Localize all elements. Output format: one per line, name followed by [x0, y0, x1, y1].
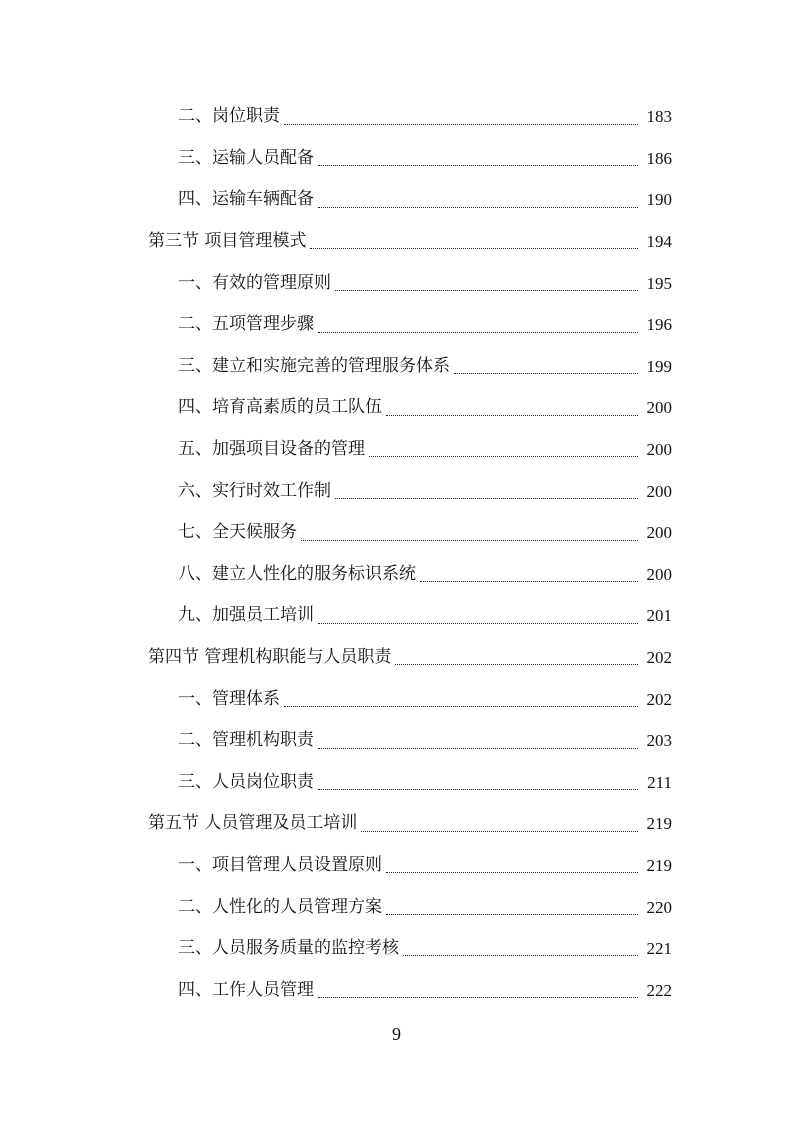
toc-entry[interactable] — [0, 969, 793, 1011]
toc-entry-label: 七、全天候服务 — [178, 522, 297, 543]
toc-entry[interactable] — [0, 429, 793, 471]
toc-entry-label: 一、项目管理人员设置原则 — [178, 854, 382, 875]
toc-entry-page: 186 — [646, 148, 672, 168]
toc-entry-page: 200 — [646, 564, 672, 584]
toc-entry-label: 二、五项管理步骤 — [178, 314, 314, 335]
toc-entry-page: 219 — [646, 855, 672, 875]
toc-entry-page: 200 — [646, 523, 672, 543]
toc-entry[interactable] — [0, 762, 793, 804]
leader-dots — [361, 830, 638, 832]
toc-entry[interactable] — [0, 595, 793, 637]
toc-entry-label: 第四节 管理机构职能与人员职责 — [148, 647, 392, 668]
leader-dots — [403, 954, 638, 956]
toc-entry-page: 200 — [646, 398, 672, 418]
leader-dots — [318, 206, 638, 208]
leader-dots — [318, 622, 638, 624]
toc-entry-page: 194 — [646, 232, 672, 252]
toc-entry-page: 203 — [646, 731, 672, 751]
toc-entry[interactable] — [0, 96, 793, 138]
leader-dots — [386, 913, 638, 915]
toc-entry-label: 第三节 项目管理模式 — [148, 231, 307, 252]
leader-dots — [310, 247, 638, 249]
toc-section-entry[interactable] — [0, 637, 793, 679]
leader-dots — [284, 705, 638, 707]
leader-dots — [318, 331, 638, 333]
leader-dots — [454, 372, 638, 374]
leader-dots — [318, 788, 638, 790]
toc-entry[interactable] — [0, 346, 793, 388]
toc-entry-page: 219 — [646, 814, 672, 834]
toc-entry-page: 195 — [646, 273, 672, 293]
toc-entry-page: 220 — [646, 897, 672, 917]
toc-entry-label: 三、运输人员配备 — [178, 147, 314, 168]
toc-entry[interactable] — [0, 886, 793, 928]
toc-entry-page: 190 — [646, 190, 672, 210]
table-of-contents — [0, 96, 793, 1011]
toc-entry-page: 196 — [646, 315, 672, 335]
leader-dots — [335, 289, 638, 291]
toc-entry[interactable] — [0, 179, 793, 221]
toc-entry-label: 三、人员服务质量的监控考核 — [178, 938, 399, 959]
leader-dots — [284, 123, 638, 125]
toc-entry-page: 200 — [646, 440, 672, 460]
toc-entry-label: 四、培育高素质的员工队伍 — [178, 397, 382, 418]
toc-entry-label: 一、管理体系 — [178, 688, 280, 709]
page-number: 9 — [392, 1024, 401, 1044]
toc-entry-label: 九、加强员工培训 — [178, 605, 314, 626]
toc-entry[interactable] — [0, 304, 793, 346]
leader-dots — [318, 996, 638, 998]
toc-entry-page: 202 — [646, 689, 672, 709]
toc-entry[interactable] — [0, 387, 793, 429]
toc-entry-label: 第五节 人员管理及员工培训 — [148, 813, 358, 834]
leader-dots — [420, 580, 638, 582]
toc-entry-label: 二、管理机构职责 — [178, 730, 314, 751]
toc-entry-label: 四、工作人员管理 — [178, 979, 314, 1000]
toc-entry-page: 183 — [646, 107, 672, 127]
toc-entry[interactable] — [0, 512, 793, 554]
toc-entry-label: 二、人性化的人员管理方案 — [178, 896, 382, 917]
toc-entry-page: 200 — [646, 481, 672, 501]
leader-dots — [335, 497, 638, 499]
toc-entry[interactable] — [0, 262, 793, 304]
leader-dots — [395, 663, 638, 665]
toc-entry-label: 一、有效的管理原则 — [178, 272, 331, 293]
leader-dots — [386, 414, 638, 416]
toc-entry-label: 三、人员岗位职责 — [178, 771, 314, 792]
leader-dots — [369, 455, 638, 457]
leader-dots — [386, 871, 638, 873]
toc-entry-page: 202 — [646, 648, 672, 668]
toc-entry-page: 201 — [646, 606, 672, 626]
leader-dots — [318, 747, 638, 749]
toc-entry-label: 四、运输车辆配备 — [178, 189, 314, 210]
toc-entry-label: 五、加强项目设备的管理 — [178, 439, 365, 460]
toc-entry[interactable] — [0, 928, 793, 970]
toc-section-entry[interactable] — [0, 803, 793, 845]
toc-entry[interactable] — [0, 470, 793, 512]
leader-dots — [301, 539, 638, 541]
leader-dots — [318, 164, 638, 166]
toc-section-entry[interactable] — [0, 221, 793, 263]
toc-entry-page: 221 — [646, 939, 672, 959]
toc-entry[interactable] — [0, 138, 793, 180]
toc-entry[interactable] — [0, 845, 793, 887]
toc-entry[interactable] — [0, 720, 793, 762]
toc-entry-label: 二、岗位职责 — [178, 106, 280, 127]
toc-entry-label: 八、建立人性化的服务标识系统 — [178, 563, 416, 584]
toc-entry-label: 六、实行时效工作制 — [178, 480, 331, 501]
toc-entry-page: 199 — [646, 356, 672, 376]
toc-entry-page: 211 — [647, 772, 672, 792]
toc-entry[interactable] — [0, 554, 793, 596]
toc-entry[interactable] — [0, 678, 793, 720]
toc-entry-label: 三、建立和实施完善的管理服务体系 — [178, 355, 450, 376]
toc-entry-page: 222 — [646, 980, 672, 1000]
